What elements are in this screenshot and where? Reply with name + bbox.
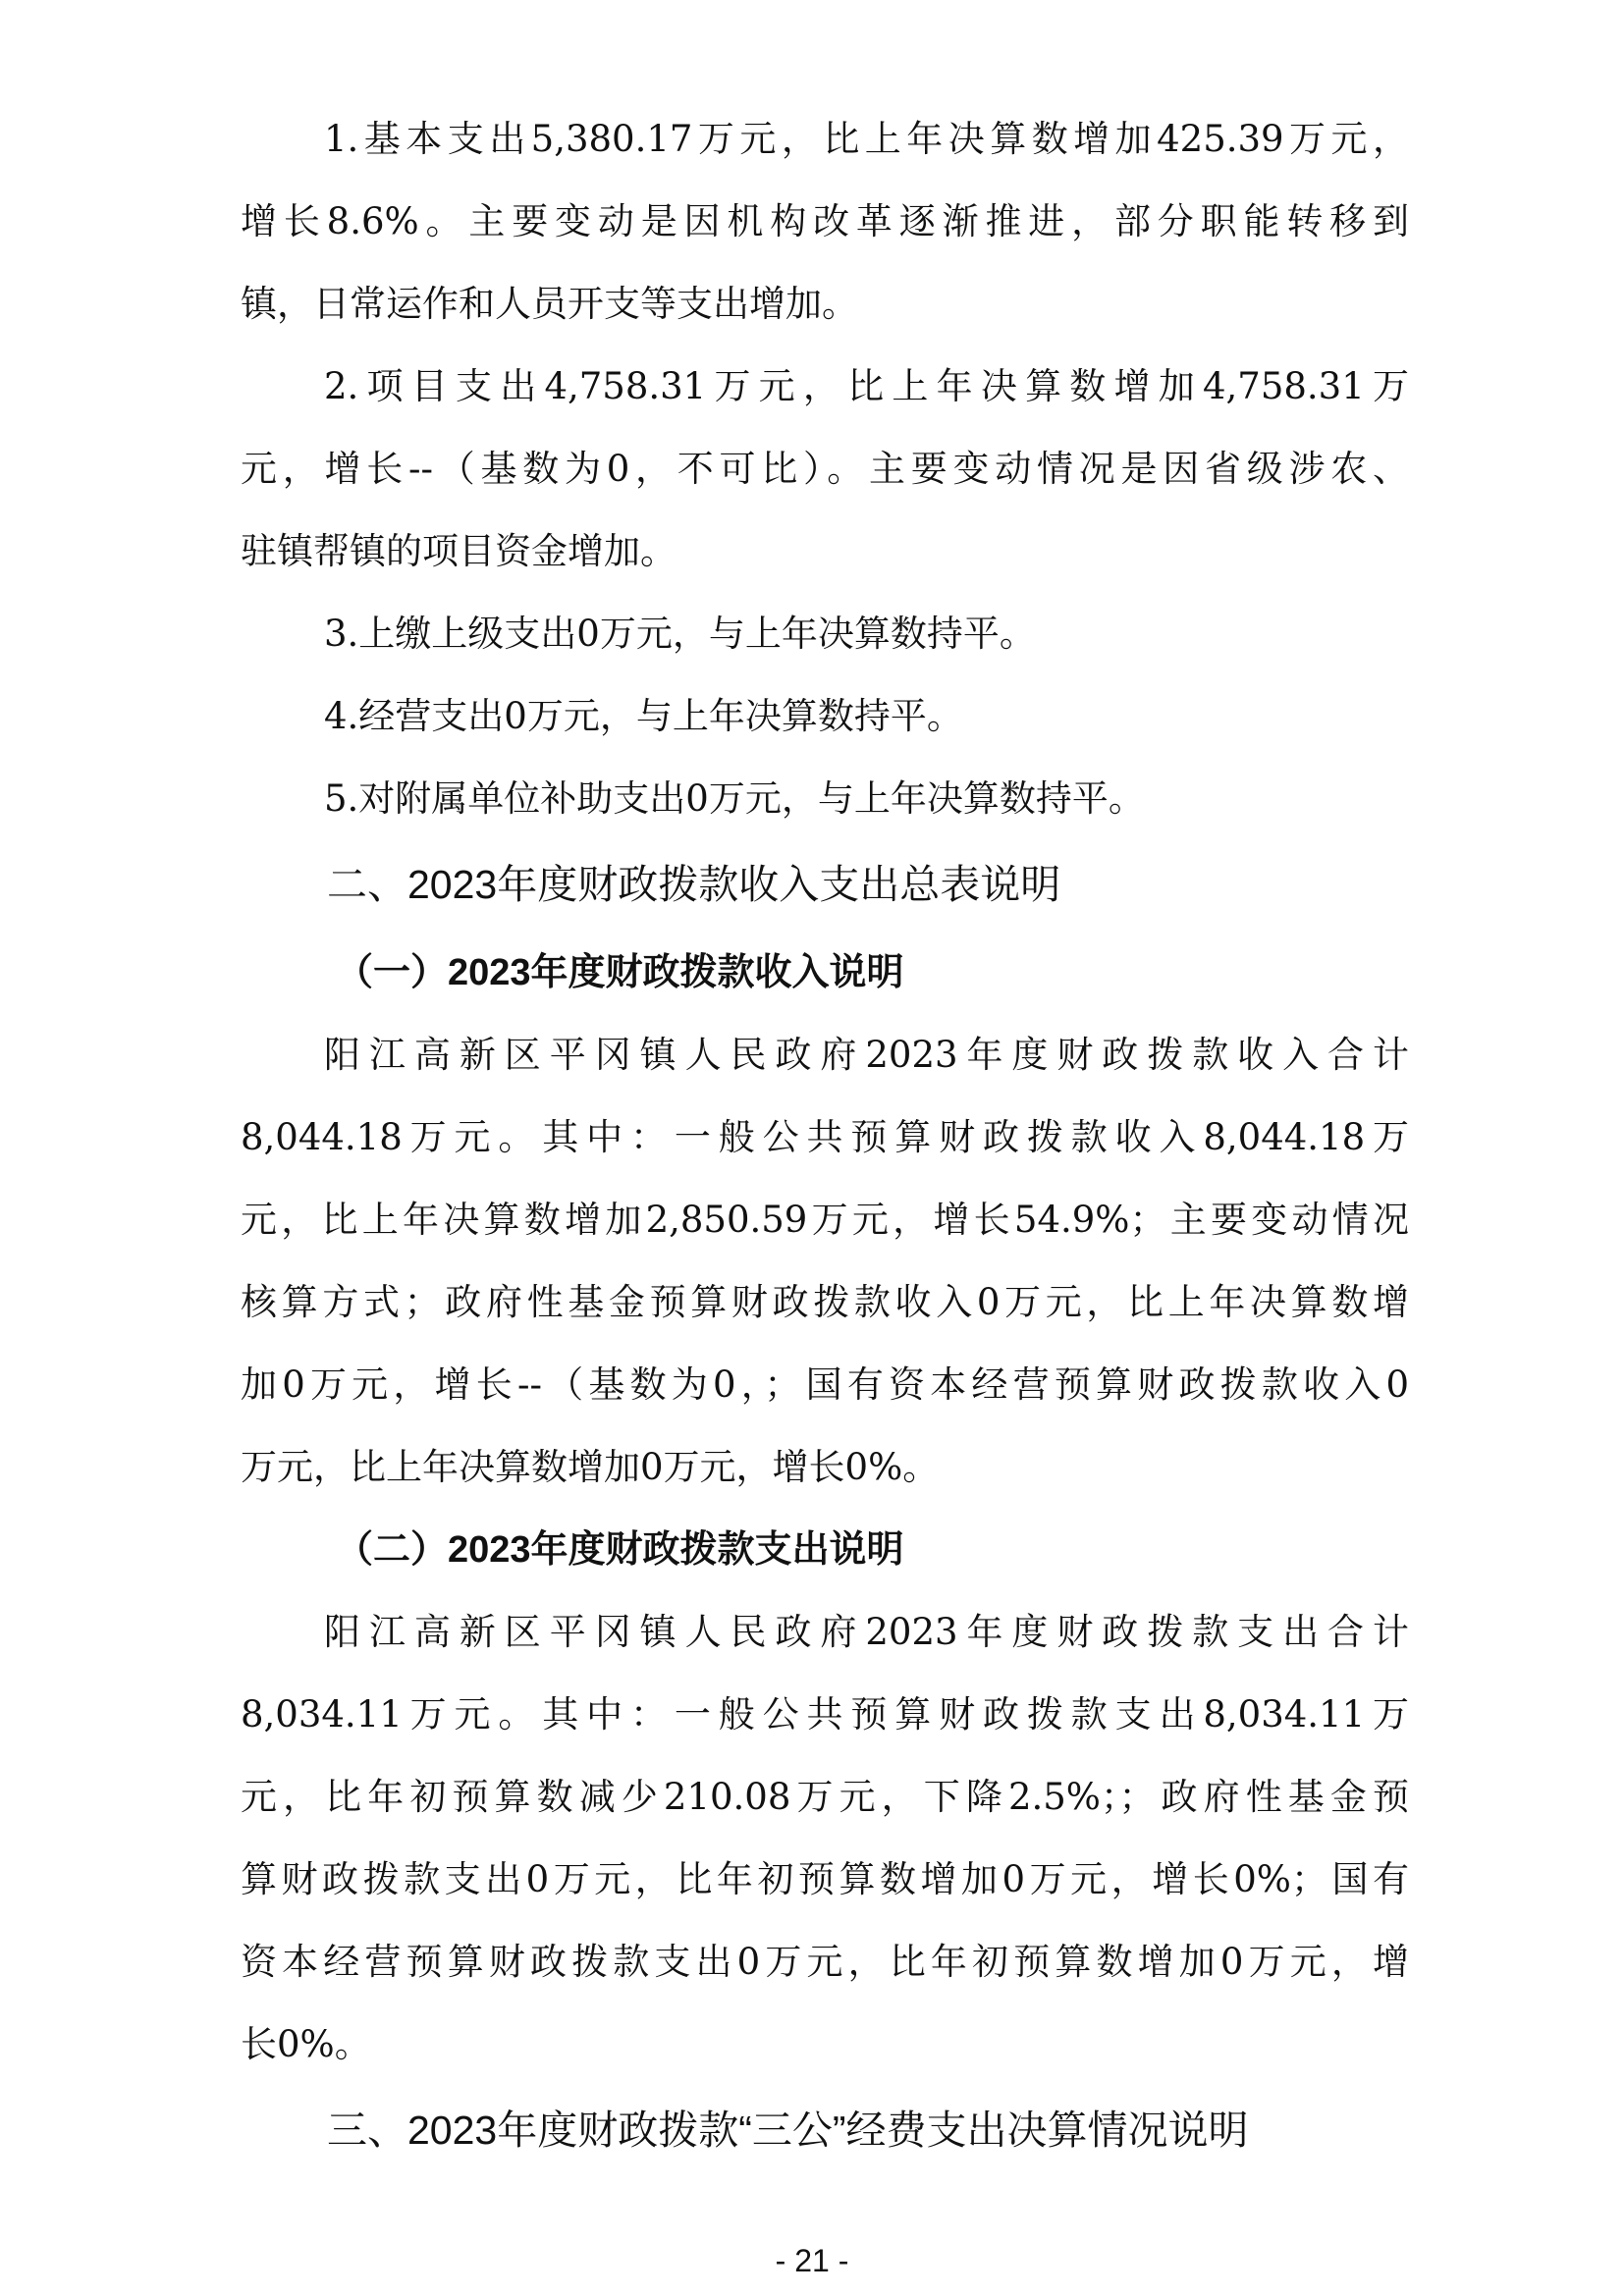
text-line: 资本经营预算财政拨款支出0万元，比年初预算数增加0万元，增 — [241, 1941, 1409, 1983]
text-line: 驻镇帮镇的项目资金增加。 — [241, 530, 677, 572]
section-heading: （二）2023年度财政拨款支出说明 — [336, 1529, 904, 1571]
text-line: 元，增长--（基数为0，不可比）。主要变动情况是因省级涉农、 — [241, 448, 1409, 490]
text-line: 万元，比上年决算数增加0万元，增长0%。 — [241, 1446, 940, 1488]
text-line: 4.经营支出0万元，与上年决算数持平。 — [324, 695, 963, 737]
text-line: 元，比年初预算数减少210.08万元，下降2.5%；；政府性基金预 — [241, 1776, 1409, 1818]
text-line: 8,034.11万元。其中：一般公共预算财政拨款支出8,034.11万 — [241, 1693, 1409, 1735]
text-line: 5.对附属单位补助支出0万元，与上年决算数持平。 — [324, 777, 1145, 820]
text-line: 元，比上年决算数增加2,850.59万元，增长54.9%；主要变动情况 — [241, 1199, 1409, 1241]
text-line: 加0万元，增长--（基数为0，；国有资本经营预算财政拨款收入0 — [241, 1363, 1409, 1406]
text-line: 算财政拨款支出0万元，比年初预算数增加0万元，增长0%；国有 — [241, 1858, 1409, 1900]
text-line: 阳江高新区平冈镇人民政府2023年度财政拨款支出合计 — [324, 1611, 1409, 1653]
text-line: 2.项目支出4,758.31万元，比上年决算数增加4,758.31万 — [324, 365, 1409, 407]
text-line: 镇，日常运作和人员开支等支出增加。 — [241, 283, 858, 325]
text-line: 3.上缴上级支出0万元，与上年决算数持平。 — [324, 613, 1036, 655]
section-heading: 三、2023年度财政拨款“三公”经费支出决算情况说明 — [327, 2108, 1249, 2153]
section-heading: （一）2023年度财政拨款收入说明 — [336, 952, 904, 993]
text-line: 增长8.6%。主要变动是因机构改革逐渐推进，部分职能转移到 — [241, 200, 1409, 242]
text-line: 1.基本支出5,380.17万元，比上年决算数增加425.39万元， — [324, 118, 1409, 160]
text-line: 8,044.18万元。其中：一般公共预算财政拨款收入8,044.18万 — [241, 1116, 1409, 1158]
section-heading: 二、2023年度财政拨款收入支出总表说明 — [327, 862, 1061, 907]
text-line: 长0%。 — [241, 2023, 371, 2065]
text-line: 核算方式；政府性基金预算财政拨款收入0万元，比上年决算数增 — [241, 1281, 1409, 1323]
text-line: 阳江高新区平冈镇人民政府2023年度财政拨款收入合计 — [324, 1034, 1409, 1076]
page-number: - 21 - — [775, 2243, 849, 2278]
